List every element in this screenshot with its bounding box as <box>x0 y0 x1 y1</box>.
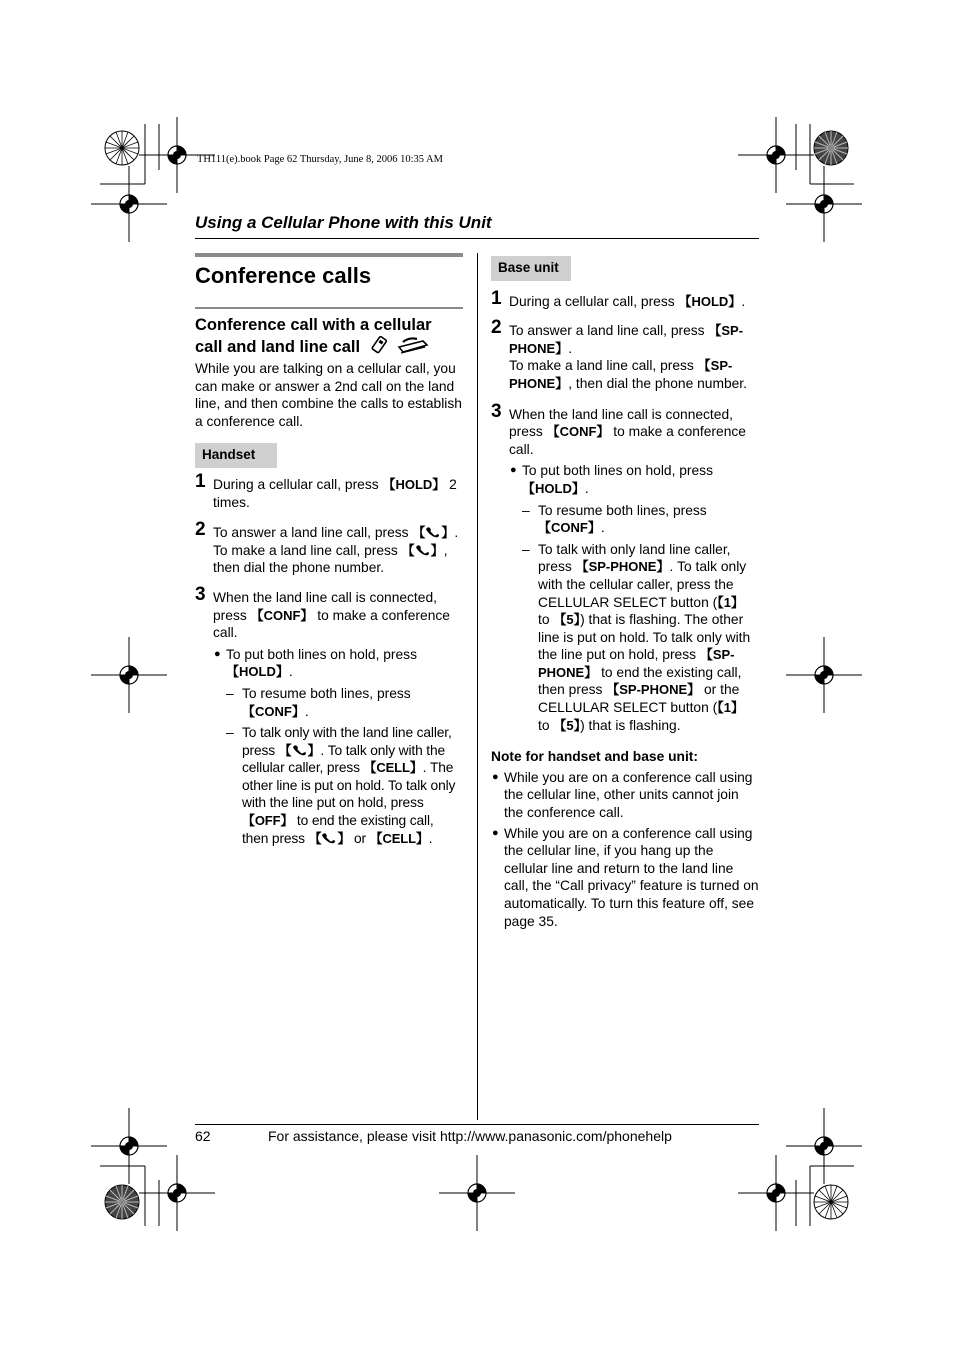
column-divider <box>477 253 478 1120</box>
right-column <box>491 256 759 930</box>
list-item: – To resume both lines, press 【CONF】. <box>522 502 707 536</box>
step-number: 1 <box>195 470 206 492</box>
hold-key: 【HOLD】 <box>382 476 446 492</box>
bullet-icon: ● <box>510 464 517 477</box>
key-1: 【1】 <box>717 700 744 716</box>
left-step-2: 2 To answer a land line call, press 【 】. To make a land line call, press 【 】, then dial the phone number. <box>195 519 459 576</box>
section-rule-top <box>195 253 463 257</box>
conf-key: 【CONF】 <box>250 607 314 623</box>
right-step-1: 1 During a cellular call, press 【HOLD】. <box>491 287 746 309</box>
color-target-icon <box>814 131 848 165</box>
key-5: 【5】 <box>553 612 581 628</box>
cellular-phone-icon <box>369 336 389 354</box>
left-step-1: 1 During a cellular call, press 【HOLD】 2 times. <box>195 470 457 510</box>
cell-key: 【CELL】 <box>363 760 423 776</box>
color-target-icon <box>105 131 139 165</box>
conf-key: 【CONF】 <box>538 520 601 536</box>
color-target-icon <box>105 1185 139 1219</box>
bullet-icon: ● <box>492 826 499 839</box>
handset-label: Handset <box>195 443 277 468</box>
cordless-handset-icon <box>397 337 429 355</box>
talk-phone-icon: 【 】 <box>412 525 455 541</box>
note-title: Note for handset and base unit: <box>491 749 698 765</box>
bullet-icon: ● <box>492 770 499 783</box>
step-number: 3 <box>491 400 502 422</box>
key-1: 【1】 <box>717 594 744 610</box>
talk-phone-icon: 【 】 <box>278 742 321 758</box>
step-number: 1 <box>491 287 502 309</box>
sp-phone-key: 【SP-PHONE】 <box>509 323 744 356</box>
footer-rule <box>195 1124 759 1125</box>
subsection-rule <box>195 307 463 309</box>
hold-key: 【HOLD】 <box>678 293 742 309</box>
conf-key: 【CONF】 <box>242 703 305 719</box>
list-item: – To talk with only land line caller, press 【SP-PHONE】. To talk only with the cellular caller, press the CELLULAR SELECT button (【1】 to 【5】) that is flashing. The other line is put on hold. To talk only with the line put on hold, press 【SP-PHONE】 to end the existing call, then press 【SP-PHONE】 or the CELLULAR SELECT button (【1】 to 【5】) that is flashing. <box>522 541 751 733</box>
left-column <box>195 263 463 847</box>
section-title: Conference calls <box>195 263 372 288</box>
color-target-icon <box>814 1185 848 1219</box>
header-rule <box>195 238 759 239</box>
right-step-2: 2 To answer a land line call, press 【SP-PHONE】. To make a land line call, press 【SP-PHONE】, then dial the phone number. <box>491 317 747 391</box>
subsection-title: Conference call with a cellular call and land line call <box>195 316 432 356</box>
list-item: ● To put both lines on hold, press 【HOLD】. <box>510 463 713 496</box>
talk-phone-icon: 【 】 <box>401 542 444 558</box>
print-meta: TH111(e).book Page 62 Thursday, June 8, 2006 10:35 AM <box>197 154 443 165</box>
intro-paragraph: While you are talking on a cellular call, you can make or answer a 2nd call on the land line, and then combine the calls to establish a conference call. <box>195 361 462 429</box>
base-unit-label: Base unit <box>491 256 571 281</box>
list-item: – To talk only with the land line caller, press 【 】. To talk only with the cellular caller, press 【CELL】. The other line is put on hold. To talk only with the line put on hold, press 【OFF】 to end the existing call, then press 【 】 or 【CELL】. <box>226 725 456 846</box>
right-step-3: 3 When the land line call is connected, press 【CONF】 to make a conference call. <box>491 400 746 457</box>
running-header: Using a Cellular Phone with this Unit <box>195 213 492 232</box>
off-key: 【OFF】 <box>242 813 294 829</box>
hold-key: 【HOLD】 <box>226 664 289 680</box>
bullet-icon: ● <box>214 647 221 660</box>
conf-key: 【CONF】 <box>546 424 610 440</box>
note-item: ● While you are on a conference call using the cellular line, other units cannot join the conference call. <box>492 769 753 821</box>
list-item: ● To put both lines on hold, press 【HOLD】. <box>214 646 417 680</box>
step-number: 2 <box>195 519 206 541</box>
key-5: 【5】 <box>553 717 581 733</box>
left-step-3: 3 When the land line call is connected, press 【CONF】 to make a conference call. <box>195 583 450 641</box>
talk-phone-icon: 【 】 <box>308 830 351 846</box>
sp-phone-key: 【SP-PHONE】 <box>606 682 701 698</box>
note-item: ● While you are on a conference call using the cellular line, if you hang up the cellular line and return to the land line call, the “Call privacy” feature is turned on automatically. To turn this feature off, see page 35. <box>492 825 759 929</box>
footer-assistance: For assistance, please visit http://www.panasonic.com/phonehelp <box>268 1128 672 1144</box>
step-number: 3 <box>195 583 206 605</box>
sp-phone-key: 【SP-PHONE】 <box>538 647 735 680</box>
step-number: 2 <box>491 317 502 339</box>
cell-key: 【CELL】 <box>369 830 429 846</box>
hold-key: 【HOLD】 <box>522 480 585 496</box>
page-number: 62 <box>195 1128 211 1144</box>
list-item: – To resume both lines, press 【CONF】. <box>226 685 411 719</box>
sp-phone-key: 【SP-PHONE】 <box>509 358 733 391</box>
sp-phone-key: 【SP-PHONE】 <box>575 559 670 575</box>
